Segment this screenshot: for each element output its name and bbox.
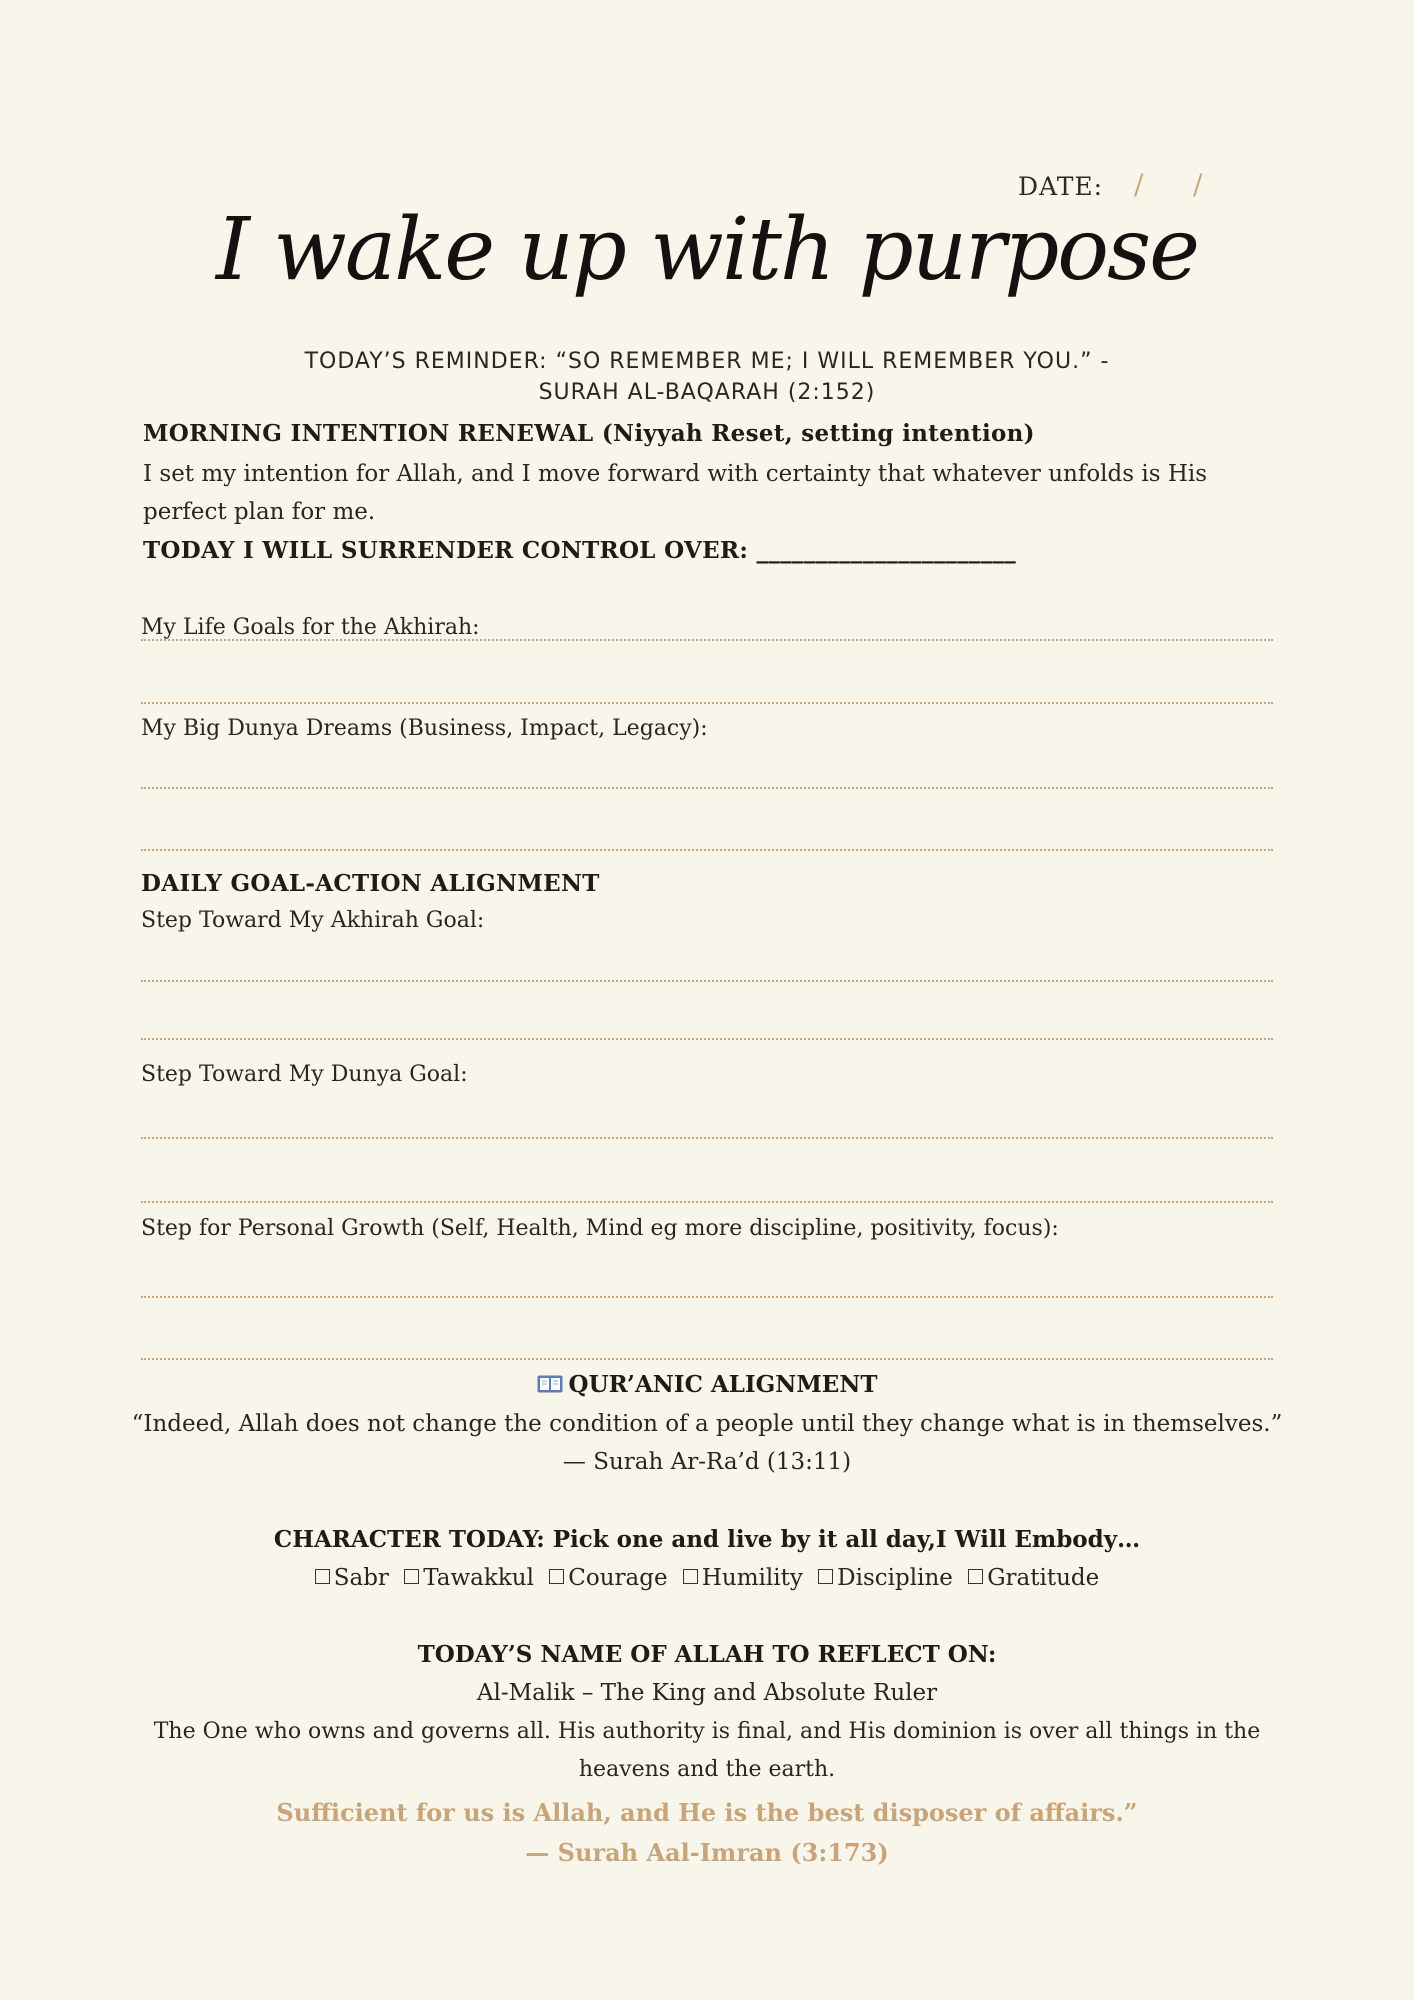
growth-step-label: Step for Personal Growth (Self, Health, Mind eg more discipline, positivity, focus): [141, 1216, 1059, 1241]
alignment-heading: DAILY GOAL-ACTION ALIGNMENT [141, 870, 600, 897]
intention-text: I set my intention for Allah, and I move forward with certainty that whatever unfolds is His perfect plan for me. [143, 461, 1208, 525]
checkbox-icon [683, 1569, 698, 1584]
quran-heading-row [100, 1371, 1314, 1398]
closing-source: — Surah Aal-Imran (3:173) [525, 1838, 889, 1867]
date-slash-1: / [1134, 168, 1144, 201]
dunya-dreams-line-2[interactable] [141, 849, 1273, 851]
character-option-gratitude[interactable]: Gratitude [966, 1565, 1101, 1591]
character-heading: CHARACTER TODAY: Pick one and live by it all day,I Will Embody… [273, 1526, 1141, 1553]
reminder-line-1: TODAY’S REMINDER: “SO REMEMBER ME; I WILL REMEMBER YOU.” - [304, 349, 1110, 374]
checkbox-icon [549, 1569, 564, 1584]
closing-quote: Sufficient for us is Allah, and He is the best disposer of affairs.” [276, 1798, 1138, 1827]
dunya-step-label: Step Toward My Dunya Goal: [141, 1062, 468, 1087]
akhirah-step-label: Step Toward My Akhirah Goal: [141, 908, 485, 933]
quran-heading: QUR’ANIC ALIGNMENT [568, 1371, 878, 1398]
akhirah-goals-line-2[interactable] [141, 702, 1273, 704]
open-book-icon [537, 1375, 563, 1393]
growth-step-line-1[interactable] [141, 1296, 1273, 1298]
quran-verse: “Indeed, Allah does not change the condition of a people until they change what is in themselves.” [131, 1411, 1283, 1437]
character-option-courage[interactable]: Courage [547, 1565, 669, 1591]
character-option-discipline[interactable]: Discipline [816, 1565, 955, 1591]
date-label: DATE: [1018, 172, 1104, 201]
quran-source: — Surah Ar-Ra’d (13:11) [562, 1449, 852, 1475]
surrender-prompt: TODAY I WILL SURRENDER CONTROL OVER: ______________________ [143, 537, 1017, 564]
dunya-step-line-1[interactable] [141, 1137, 1273, 1139]
checkbox-icon [968, 1569, 983, 1584]
dunya-dreams-line-1[interactable] [141, 787, 1273, 789]
character-option-tawakkul[interactable]: Tawakkul [402, 1565, 536, 1591]
akhirah-step-line-2[interactable] [141, 1038, 1273, 1040]
dunya-step-line-2[interactable] [141, 1201, 1273, 1203]
checkbox-icon [404, 1569, 419, 1584]
reminder-line-2: SURAH AL-BAQARAH (2:152) [538, 380, 876, 405]
checkbox-icon [315, 1569, 330, 1584]
page-title: I wake up with purpose [215, 200, 1199, 300]
character-option-humility[interactable]: Humility [681, 1565, 805, 1591]
name-of-allah: Al-Malik – The King and Absolute Ruler [476, 1680, 938, 1706]
akhirah-step-line-1[interactable] [141, 980, 1273, 982]
growth-step-line-2[interactable] [141, 1358, 1273, 1360]
intention-heading: MORNING INTENTION RENEWAL (Niyyah Reset, setting intention) [143, 420, 1035, 447]
akhirah-goals-label: My Life Goals for the Akhirah: [141, 615, 480, 640]
dunya-dreams-label: My Big Dunya Dreams (Business, Impact, Legacy): [141, 716, 708, 741]
character-option-sabr[interactable]: Sabr [313, 1565, 391, 1591]
name-description-line-1: The One who owns and governs all. His authority is final, and His dominion is over all things in the [153, 1719, 1261, 1744]
checkbox-icon [818, 1569, 833, 1584]
akhirah-goals-line-1[interactable] [141, 639, 1273, 641]
name-of-allah-heading: TODAY’S NAME OF ALLAH TO REFLECT ON: [417, 1641, 997, 1668]
daily-reminder [200, 346, 1214, 408]
date-slash-2: / [1193, 168, 1203, 201]
character-options [100, 1559, 1314, 1597]
name-description-line-2: heavens and the earth. [578, 1757, 836, 1782]
